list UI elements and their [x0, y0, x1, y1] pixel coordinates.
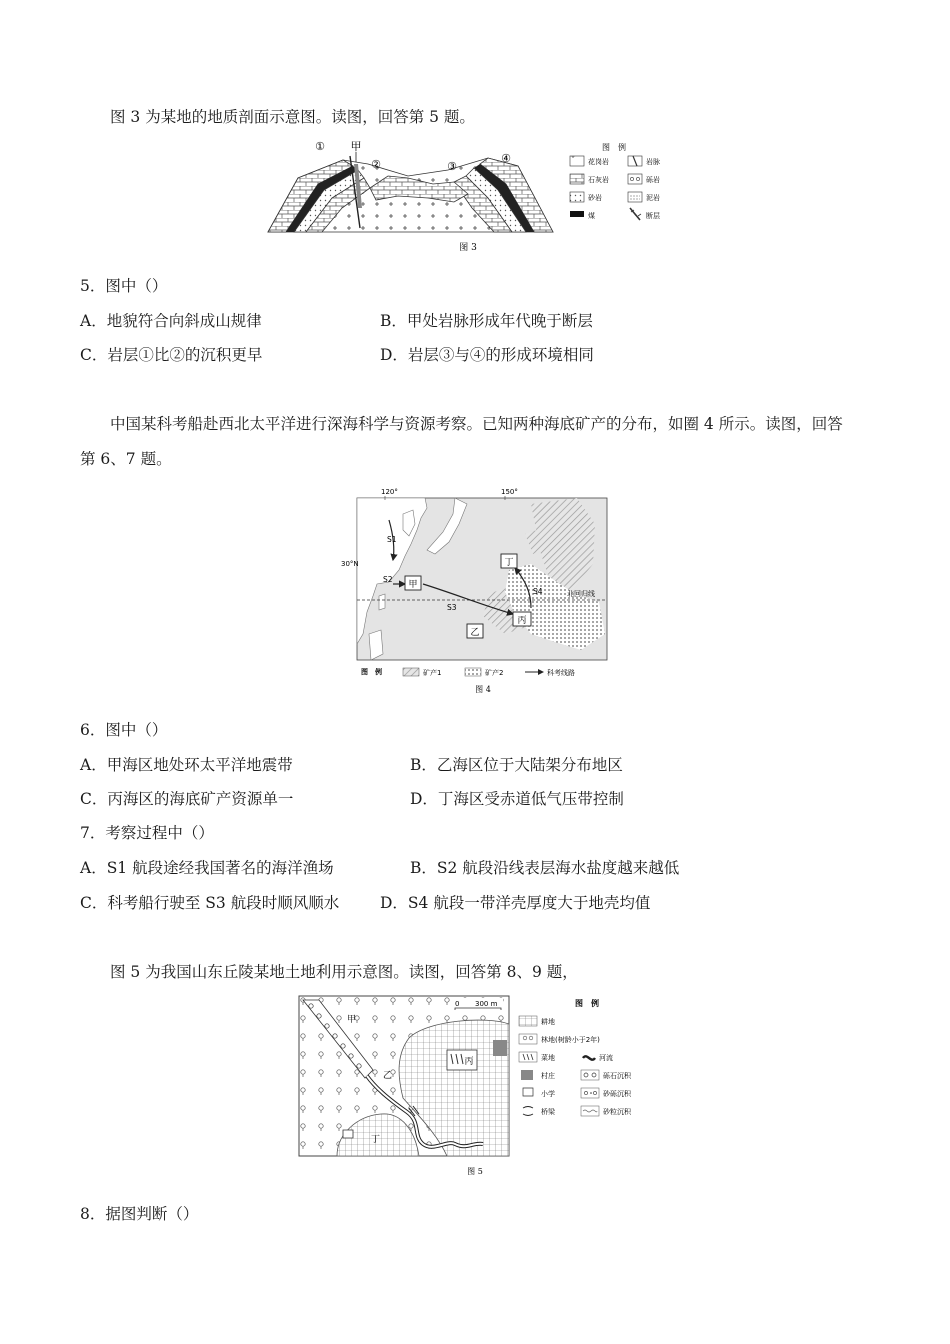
q6-option-c[interactable]: C．丙海区的海底矿产资源单一 — [80, 790, 294, 808]
legend-sand: 砂粒沉积 — [603, 1108, 631, 1116]
q5-intro: 图 3 为某地的地质剖面示意图。读图，回答第 5 题。 — [110, 108, 475, 126]
legend-village: 村庄 — [541, 1072, 555, 1080]
fig4-caption: 图 4 — [475, 685, 491, 694]
fig3-caption: 图 3 — [459, 243, 477, 253]
figure-3 — [258, 138, 678, 254]
legend-dyke: 岩脉 — [646, 158, 660, 166]
legend-mineral2: 矿产2 — [485, 669, 504, 677]
q67-intro-line1: 中国某科考船赴西北太平洋进行深海科学与资源考察。已知两种海底矿产的分布，如圈 4 所示。读图，回答 — [110, 415, 843, 433]
legend-mudstone: 泥岩 — [646, 194, 660, 202]
fig3-legend-title: 图 例 — [602, 143, 626, 152]
label-bing: 丙 — [464, 1057, 474, 1067]
legend-route: 科考线路 — [547, 669, 575, 677]
q7-option-a[interactable]: A．S1 航段途经我国著名的海洋渔场 — [80, 859, 334, 877]
fig4-legend-title: 图 例 — [361, 668, 382, 676]
fig5-caption: 图 5 — [467, 1167, 483, 1176]
route-s3-label: S3 — [447, 603, 457, 612]
q89-intro: 图 5 为我国山东丘陵某地土地利用示意图。读图，回答第 8、9 题， — [110, 963, 578, 981]
q7-option-d[interactable]: D．S4 航段一带洋壳厚度大于地壳均值 — [380, 894, 651, 912]
scale-zero: 0 — [455, 1000, 460, 1008]
figure-5 — [297, 994, 653, 1180]
circle-2: ② — [371, 158, 381, 171]
legend-sandstone: 砂岩 — [588, 194, 602, 202]
legend-limestone: 石灰岩 — [588, 176, 609, 184]
q5-option-a[interactable]: A．地貌符合向斜成山规律 — [80, 312, 262, 330]
q67-intro-line2: 第 6、7 题。 — [80, 450, 172, 468]
q6-stem: 6．图中（） — [80, 721, 168, 739]
q5-option-c[interactable]: C．岩层①比②的沉积更早 — [80, 346, 263, 364]
label-yi: 乙 — [383, 1071, 393, 1081]
q5-option-d[interactable]: D．岩层③与④的形成环境相同 — [380, 346, 594, 364]
q6-option-a[interactable]: A．甲海区地处环太平洋地震带 — [80, 756, 293, 774]
village — [493, 1040, 507, 1056]
tropic-label: 北回归线 — [567, 590, 595, 598]
legend-sand-gravel: 砂砾沉积 — [603, 1090, 631, 1098]
label-ding: 丁 — [371, 1135, 381, 1145]
legend-cultivated: 耕地 — [541, 1018, 555, 1026]
legend-vegetable: 菜地 — [541, 1054, 555, 1062]
label-jia: 甲 — [347, 1015, 357, 1025]
q6-option-b[interactable]: B．乙海区位于大陆架分布地区 — [410, 756, 623, 774]
legend-school: 小学 — [541, 1090, 555, 1098]
q5-option-b[interactable]: B．甲处岩脉形成年代晚于断层 — [380, 312, 593, 330]
q5-stem: 5．图中（） — [80, 277, 168, 295]
circle-4: ④ — [501, 152, 511, 165]
q7-stem: 7．考察过程中（） — [80, 824, 214, 842]
circle-3: ③ — [447, 160, 457, 173]
legend-conglomerate: 砾岩 — [646, 176, 660, 184]
q7-option-b[interactable]: B．S2 航段沿线表层海水盐度越来越低 — [410, 859, 680, 877]
box-ding: 丁 — [504, 558, 514, 568]
legend-mineral1: 矿产1 — [423, 669, 442, 677]
route-s1-label: S1 — [387, 535, 397, 544]
box-yi: 乙 — [470, 628, 480, 638]
q7-option-c[interactable]: C．科考船行驶至 S3 航段时顺风顺水 — [80, 894, 340, 912]
legend-gravel: 砾石沉积 — [603, 1072, 631, 1080]
legend-forest: 林地(树龄小于2年) — [541, 1036, 600, 1044]
fig5-legend-title: 图 例 — [575, 999, 599, 1008]
legend-river: 河流 — [599, 1054, 613, 1062]
circle-1: ① — [315, 140, 325, 153]
school — [343, 1130, 353, 1138]
scale-label: 300 m — [475, 1000, 498, 1008]
figure-4 — [341, 484, 611, 700]
legend-bridge: 桥梁 — [541, 1108, 555, 1116]
legend-granite: 花岗岩 — [588, 158, 609, 166]
box-jia: 甲 — [408, 580, 418, 590]
legend-coal: 煤 — [588, 212, 595, 220]
q8-stem: 8．据图判断（） — [80, 1205, 199, 1223]
lon-150: 150° — [501, 488, 518, 496]
q6-option-d[interactable]: D．丁海区受赤道低气压带控制 — [410, 790, 624, 808]
legend-fault: 断层 — [646, 212, 660, 220]
jia-label: 甲 — [350, 140, 362, 153]
box-bing: 丙 — [517, 616, 527, 626]
lon-120: 120° — [381, 488, 398, 496]
route-s2-label: S2 — [383, 575, 393, 584]
route-s4-label: S4 — [533, 587, 543, 596]
lat-30n: 30°N — [341, 560, 359, 568]
